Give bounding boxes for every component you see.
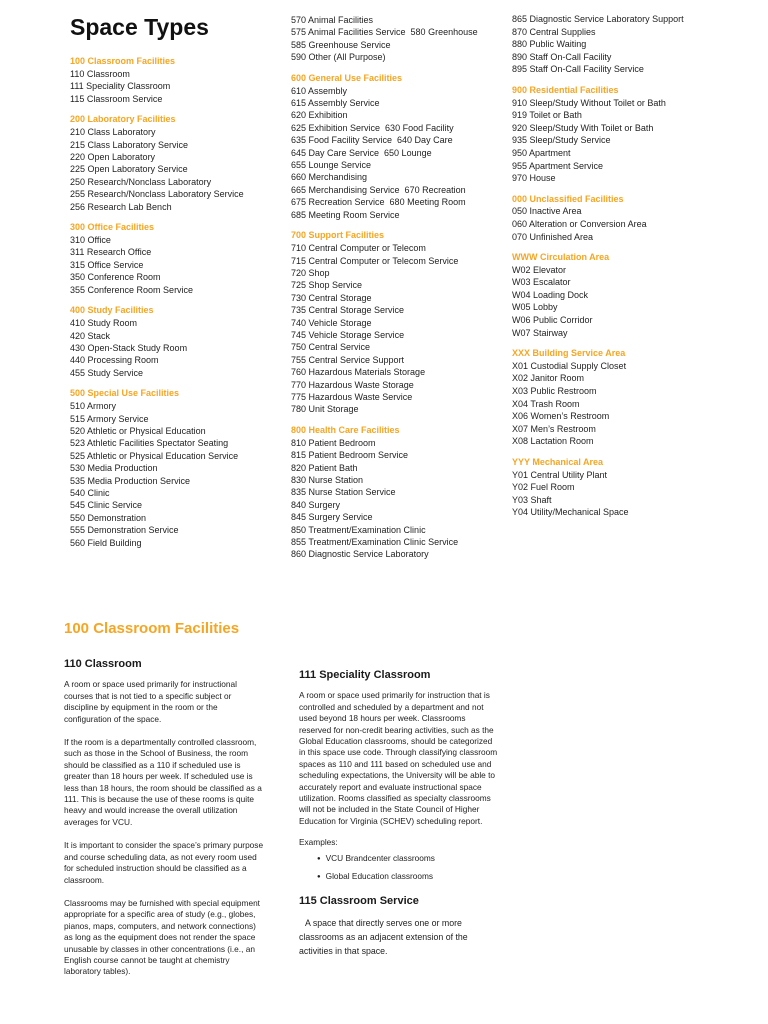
space-type-item: 725 Shop Service: [291, 280, 363, 291]
space-type-item: 255 Research/Nonclass Laboratory Service: [70, 189, 244, 200]
detail-section-title: 100 Classroom Facilities: [64, 620, 240, 637]
space-type-item: 455 Study Service: [70, 367, 144, 378]
space-type-item: 750 Central Service: [291, 342, 371, 353]
space-type-item: 050 Inactive Area: [512, 206, 582, 217]
space-type-item: 775 Hazardous Waste Service: [291, 391, 413, 402]
page-title: Space Types: [70, 14, 209, 40]
space-type-item: 770 Hazardous Waste Storage: [291, 379, 414, 390]
space-type-item: 910 Sleep/Study Without Toilet or Bath: [512, 97, 666, 108]
space-type-item: 820 Patient Bath: [291, 462, 358, 473]
space-type-item: X01 Custodial Supply Closet: [512, 360, 627, 371]
space-type-item: 730 Central Storage: [291, 292, 372, 303]
space-type-item: 525 Athletic or Physical Education Service: [70, 450, 239, 461]
space-type-item: 760 Hazardous Materials Storage: [291, 367, 426, 378]
space-type-item: 625 Exhibition Service 630 Food Facility: [291, 122, 454, 133]
space-type-item: 615 Assembly Service: [291, 98, 380, 109]
space-type-item: 585 Greenhouse Service: [291, 39, 391, 50]
space-type-item: 715 Central Computer or Telecom Service: [291, 255, 459, 266]
space-type-item: 440 Processing Room: [70, 355, 159, 366]
space-type-item: 830 Nurse Station: [291, 475, 364, 485]
space-type-item: 685 Meeting Room Service: [291, 209, 400, 220]
section-heading: 700 Support Facilities: [291, 230, 385, 241]
space-type-item: 735 Central Storage Service: [291, 305, 405, 316]
space-type-item: 070 Unfinished Area: [512, 231, 594, 242]
space-type-section: [70, 113, 275, 213]
space-type-item: 710 Central Computer or Telecom: [291, 243, 426, 254]
space-type-item: 955 Apartment Service: [512, 160, 604, 171]
space-type-item: 919 Toilet or Bath: [512, 110, 582, 121]
space-type-item: X08 Lactation Room: [512, 436, 594, 447]
space-type-item: X02 Janitor Room: [512, 373, 585, 384]
space-type-item: 210 Class Laboratory: [70, 127, 156, 138]
paragraph: It is important to consider the space’s primary purpose and course scheduling data, as not every room used for scheduled instruction should be classified as a classroom.: [64, 840, 264, 885]
space-type-item: 950 Apartment: [512, 147, 571, 158]
space-type-section: [512, 251, 742, 339]
space-type-item: 850 Treatment/Examination Clinic: [291, 524, 426, 535]
space-type-item: 430 Open-Stack Study Room: [70, 342, 188, 353]
space-type-item: X07 Men’s Restroom: [512, 423, 596, 434]
space-type-section: [70, 304, 275, 379]
space-type-item: X03 Public Restroom: [512, 386, 597, 397]
section-heading: 100 Classroom Facilities: [70, 56, 176, 66]
space-type-item: 655 Lounge Service: [291, 160, 372, 171]
space-type-item: 935 Sleep/Study Service: [512, 135, 611, 146]
examples-list: [299, 853, 499, 884]
space-type-item: 860 Diagnostic Service Laboratory: [291, 549, 429, 560]
space-type-item: 590 Other (All Purpose): [291, 52, 386, 63]
space-type-item: 645 Day Care Service 650 Lounge: [291, 147, 432, 158]
space-type-item: 510 Armory: [70, 401, 117, 412]
space-type-item: 311 Research Office: [70, 247, 152, 258]
space-type-item: 520 Athletic or Physical Education: [70, 425, 206, 436]
detail-column-111-115: [299, 670, 499, 968]
space-type-item: Y01 Central Utility Plant: [512, 469, 608, 480]
space-type-item: 530 Media Production: [70, 463, 158, 474]
space-type-item: W04 Loading Dock: [512, 289, 589, 300]
space-type-section: [512, 347, 742, 448]
space-type-section: [291, 72, 491, 221]
paragraph: A room or space used primarily for instruction that is controlled and scheduled by a department and not used beyond 18 hours per week. Classrooms reserved for non-credit bearing activities, such as the Global Education classrooms, should be categorized in this space use code. Through classifying classroom spaces as 110 and 111 based on scheduled use and scheduling expectations, the University will be able to accurately report and evaluate instructional space utilization. Rooms classified as specialty classrooms will not be included in the State Council of Higher Education for Virginia (SCHEV) scheduling report.: [299, 690, 498, 826]
detail-column-110: [64, 659, 266, 990]
space-type-item: 215 Class Laboratory Service: [70, 139, 189, 150]
space-type-item: W06 Public Corridor: [512, 315, 593, 326]
list-item: ● Global Education classrooms: [317, 871, 499, 883]
section-heading: 200 Laboratory Facilities: [70, 114, 176, 125]
space-type-item: W07 Stairway: [512, 327, 568, 338]
space-type-item: 845 Surgery Service: [291, 512, 373, 523]
space-type-item: 920 Sleep/Study With Toilet or Bath: [512, 122, 654, 133]
space-type-item: 635 Food Facility Service 640 Day Care: [291, 135, 453, 146]
space-type-item: W03 Escalator: [512, 277, 571, 288]
space-type-item: 355 Conference Room Service: [70, 284, 194, 295]
section-heading: YYY Mechanical Area: [512, 457, 604, 467]
section-heading: 900 Residential Facilities: [512, 84, 619, 95]
section-heading: 300 Office Facilities: [70, 222, 155, 233]
section-heading: WWW Circulation Area: [512, 252, 610, 263]
space-type-item: 535 Media Production Service: [70, 475, 191, 486]
space-type-item: 810 Patient Bedroom: [291, 437, 376, 448]
space-type-item: 865 Diagnostic Service Laboratory Support: [512, 14, 684, 24]
space-type-item: Y02 Fuel Room: [512, 482, 575, 493]
space-type-section: [512, 456, 742, 519]
space-type-item: 060 Alteration or Conversion Area: [512, 218, 647, 229]
space-type-item: 855 Treatment/Examination Clinic Service: [291, 537, 459, 548]
space-type-item: 110 Classroom: [70, 69, 130, 79]
heading-115-classroom-service: 115 Classroom Service: [299, 894, 419, 907]
section-heading: 600 General Use Facilities: [291, 72, 403, 83]
section-heading: 800 Health Care Facilities: [291, 424, 400, 435]
space-type-item: 755 Central Service Support: [291, 354, 405, 365]
space-type-item: 620 Exhibition: [291, 110, 348, 121]
space-type-item: Y04 Utility/Mechanical Space: [512, 507, 629, 518]
space-type-item: 745 Vehicle Storage Service: [291, 329, 405, 340]
space-type-item: 115 Classroom Service: [70, 93, 163, 104]
space-type-section: [291, 14, 491, 64]
space-type-item: 575 Animal Facilities Service 580 Greenhouse: [291, 27, 478, 38]
space-type-item: 523 Athletic Facilities Spectator Seating: [70, 438, 229, 449]
space-type-item: 880 Public Waiting: [512, 39, 587, 50]
space-type-item: W05 Lobby: [512, 302, 558, 313]
examples-label: Examples:: [299, 837, 338, 848]
space-type-item: 515 Armory Service: [70, 413, 149, 424]
space-type-item: 780 Unit Storage: [291, 404, 359, 415]
space-type-item: 660 Merchandising: [291, 172, 368, 183]
paragraph: A space that directly serves one or more classrooms as an adjacent extension of the activities in that space.: [299, 917, 468, 956]
space-type-item: 870 Central Supplies: [512, 26, 596, 37]
paragraph: If the room is a departmentally controlled classroom, such as those in the School of Business, the room should be classified as a 110 if scheduled use is greater than 18 hours per week. If scheduled use is less than 18 hours, the room should be classified as a 111. This is because the use of these rooms is quite heavy and would increase the overall utilization averages for VCU.: [64, 737, 262, 827]
space-type-item: W02 Elevator: [512, 264, 567, 275]
space-type-section: [70, 55, 275, 105]
space-type-item: 310 Office: [70, 235, 111, 246]
space-type-item: X06 Women’s Restroom: [512, 411, 610, 422]
list-item: ● VCU Brandcenter classrooms: [317, 853, 499, 865]
space-type-item: 610 Assembly: [291, 85, 348, 96]
space-type-item: 570 Animal Facilities: [291, 15, 374, 25]
heading-111-speciality-classroom: 111 Speciality Classroom: [299, 669, 431, 681]
space-type-item: X04 Trash Room: [512, 398, 580, 409]
space-type-item: 555 Demonstration Service: [70, 525, 179, 536]
space-type-item: 890 Staff On-Call Facility: [512, 51, 612, 62]
space-type-item: 315 Office Service: [70, 259, 144, 270]
space-type-item: 350 Conference Room: [70, 272, 161, 283]
space-type-item: 545 Clinic Service: [70, 500, 143, 511]
space-type-item: 410 Study Room: [70, 318, 138, 329]
space-type-item: 895 Staff On-Call Facility Service: [512, 64, 644, 75]
section-heading: 400 Study Facilities: [70, 305, 154, 316]
space-type-item: 420 Stack: [70, 330, 111, 341]
section-heading: 500 Special Use Facilities: [70, 388, 180, 399]
space-type-item: 720 Shop: [291, 267, 330, 278]
space-type-item: 220 Open Laboratory: [70, 152, 156, 163]
space-type-item: 665 Merchandising Service 670 Recreation: [291, 184, 466, 195]
space-type-item: 250 Research/Nonclass Laboratory: [70, 176, 212, 187]
space-type-item: 550 Demonstration: [70, 512, 147, 523]
space-type-section: [70, 221, 275, 296]
space-type-item: 815 Patient Bedroom Service: [291, 450, 409, 461]
space-type-item: 835 Nurse Station Service: [291, 487, 396, 498]
space-type-section: [512, 84, 742, 185]
space-type-section: [512, 193, 742, 243]
space-type-item: 540 Clinic: [70, 487, 110, 498]
space-type-section: [291, 424, 491, 561]
space-type-item: 840 Surgery: [291, 499, 341, 510]
paragraph: A room or space used primarily for instructional courses that is not tied to a specific subject or discipline by equipment in the room or the configuration of the space.: [64, 679, 237, 724]
space-types-column-3: [512, 13, 742, 527]
space-type-item: 225 Open Laboratory Service: [70, 164, 188, 175]
space-type-item: 111 Speciality Classroom: [70, 81, 171, 92]
section-heading: XXX Building Service Area: [512, 348, 626, 359]
space-type-item: 675 Recreation Service 680 Meeting Room: [291, 197, 466, 208]
space-type-item: 970 House: [512, 173, 556, 184]
space-types-column-1: [70, 55, 275, 557]
space-type-section: [70, 387, 275, 549]
space-types-column-2: [291, 14, 491, 569]
space-type-item: Y03 Shaft: [512, 494, 552, 505]
space-type-item: 256 Research Lab Bench: [70, 201, 172, 212]
heading-110-classroom: 110 Classroom: [64, 658, 142, 670]
section-heading: 000 Unclassified Facilities: [512, 193, 624, 204]
space-type-item: 740 Vehicle Storage: [291, 317, 372, 328]
space-type-section: [512, 13, 742, 76]
paragraph: Classrooms may be furnished with special equipment appropriate for a specific area of study (e.g., globes, pianos, maps, computers, and network connections) as long as the equipment does not render the space unusable by classes in other concentrations (i.e., an English course cannot be taught at chemistry laboratory tables).: [64, 897, 260, 977]
space-type-section: [291, 229, 491, 416]
space-type-item: 560 Field Building: [70, 537, 142, 548]
